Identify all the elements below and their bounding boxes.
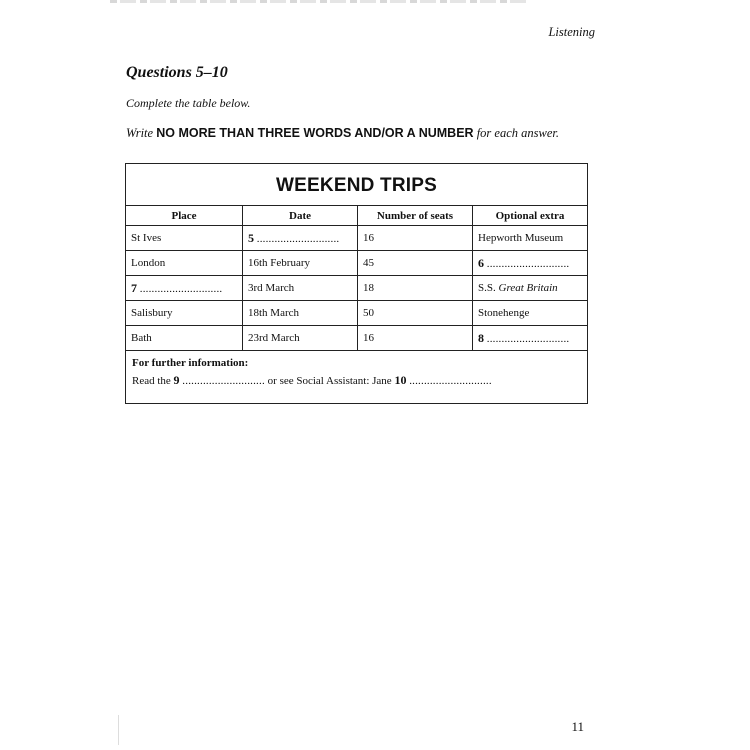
further-information-label: For further information: [132,357,249,369]
place-cell: Bath [126,326,243,351]
answer-blank-9[interactable] [174,375,265,387]
answer-blank-5[interactable] [243,226,358,251]
read-the-text: Read the [132,375,174,387]
column-header-place: Place [126,206,243,226]
answer-blank-10[interactable] [394,375,491,387]
answer-dots: ............................ [182,375,265,387]
extra-cell: Hepworth Museum [473,226,588,251]
place-cell: St Ives [126,226,243,251]
column-header-extra: Optional extra [473,206,588,226]
answer-dots: ............................ [409,375,492,387]
table-row [126,226,588,251]
seats-cell: 18 [358,276,473,301]
answer-dots: ............................ [256,232,340,245]
table-row [126,326,588,351]
instruction-complete-table: Complete the table below. [126,96,251,110]
question-number: 6 [478,255,484,270]
date-cell: 16th February [243,251,358,276]
answer-dots: ............................ [486,332,570,345]
question-number: 5 [248,230,254,245]
table-row [126,301,588,326]
question-number: 9 [173,373,180,387]
instruction-word-limit [126,126,559,141]
column-header-date: Date [243,206,358,226]
question-number: 8 [478,330,484,345]
column-header-seats: Number of seats [358,206,473,226]
table-header-row [126,206,588,226]
seats-cell: 50 [358,301,473,326]
further-information [126,351,588,404]
scan-artifact-top [110,0,530,3]
page-number: 11 [571,719,584,734]
table-row [126,251,588,276]
running-head: Listening [548,25,595,39]
date-cell: 18th March [243,301,358,326]
instruction-strong: NO MORE THAN THREE WORDS AND/OR A NUMBER [156,126,474,140]
questions-heading: Questions 5–10 [126,64,228,81]
extra-prefix: S.S. [478,282,499,294]
date-cell: 3rd March [243,276,358,301]
answer-dots: ............................ [486,257,570,270]
answer-blank-7[interactable] [126,276,243,301]
further-information-line [132,373,581,388]
question-number: 7 [131,280,137,295]
place-cell: Salisbury [126,301,243,326]
answer-blank-6[interactable] [473,251,588,276]
seats-cell: 45 [358,251,473,276]
extra-cell [473,276,588,301]
answer-blank-8[interactable] [473,326,588,351]
extra-cell: Stonehenge [473,301,588,326]
answer-dots: ............................ [139,282,223,295]
table-row [126,276,588,301]
question-number: 10 [394,373,407,387]
extra-italic: Great Britain [498,282,558,294]
seats-cell: 16 [358,326,473,351]
seats-cell: 16 [358,226,473,251]
social-assistant-text: or see Social Assistant: Jane [264,375,395,387]
table-title: WEEKEND TRIPS [126,164,588,206]
weekend-trips-table [125,163,588,404]
date-cell: 23rd March [243,326,358,351]
instruction-prefix: Write [126,126,157,140]
scan-artifact-left [118,715,119,745]
instruction-suffix: for each answer. [473,126,559,140]
place-cell: London [126,251,243,276]
